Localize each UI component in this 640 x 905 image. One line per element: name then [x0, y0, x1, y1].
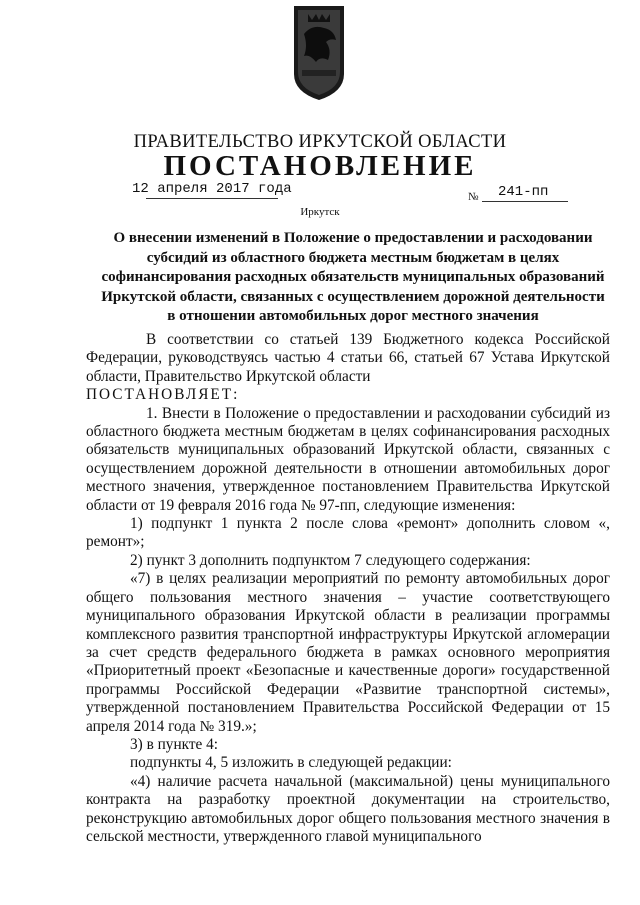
coat-of-arms-emblem: [290, 4, 348, 102]
number-label: №: [468, 191, 479, 203]
decree-word: ПОСТАНОВЛЯЕТ:: [86, 386, 240, 404]
city-name: Иркутск: [300, 206, 340, 218]
preamble-paragraph: В соответствии со статьей 139 Бюджетного кодекса Российской Федерации, руководствуясь частью 4 статьи 66, статьей 67 Устава Иркутской области, Правительство Иркутской области: [86, 331, 610, 385]
item-1-paragraph: 1. Внести в Положение о предоставлении и расходовании субсидий из областного бюджета местным бюджетам в целях софинансирования расходных обязательств муниципальных образований Иркутской области, связанных с осуществлением дорожной деятельности в отношении автомобильных дорог местного значения, утвержденное постановлением Правительства Иркутской области от 19 февраля 2016 года № 97-пп, следующие изменения:: [86, 404, 610, 514]
document-number: 241-пп: [498, 184, 549, 200]
government-name: ПРАВИТЕЛЬСТВО ИРКУТСКОЙ ОБЛАСТИ: [133, 132, 507, 152]
document-type-heading: ПОСТАНОВЛЕНИЕ: [163, 150, 477, 182]
document-title: О внесении изменений в Положение о предоставлении и расходовании субсидий из областного бюджета местным бюджетам в целях софинансирования расходных обязательств муниципальных образований Иркутской области, связанных с осуществлением дорожной деятельности в отношении автомобильных дорог местного значения: [101, 230, 605, 324]
subitem-1: 1) подпункт 1 пункта 2 после слова «ремонт» дополнить словом «, ремонт»;: [86, 515, 610, 551]
quote-subitem-4: «4) наличие расчета начальной (максимальной) цены муниципального контракта на разработку проектной документации на строительство, реконструкцию автомобильных дорог общего пользования местного значения в сельской местности, утвержденного главой муниципального: [86, 772, 610, 845]
document-date: 12 апреля 2017 года: [132, 181, 292, 197]
subitem-2: 2) пункт 3 дополнить подпунктом 7 следующего содержания:: [130, 551, 531, 569]
number-underline: [482, 201, 568, 202]
subitem-3: 3) в пункте 4:: [130, 735, 219, 753]
document-body: [86, 331, 610, 846]
subitem-3a: подпункты 4, 5 изложить в следующей редакции:: [130, 754, 452, 772]
date-underline: [146, 198, 278, 199]
quote-subitem-7: «7) в целях реализации мероприятий по ремонту автомобильных дорог общего пользования местного значения – участие соответствующего муниципального образования Иркутской области в реализации программы комплексного развития транспортной инфраструктуры Иркутской агломерации за счет средств федерального бюджета в рамках основного мероприятия «Приоритетный проект «Безопасные и качественные дороги» государственной программы Российской Федерации «Развитие транспортной системы», утвержденной постановлением Правительства Российской Федерации от 15 апреля 2014 года № 319.»;: [86, 570, 610, 735]
